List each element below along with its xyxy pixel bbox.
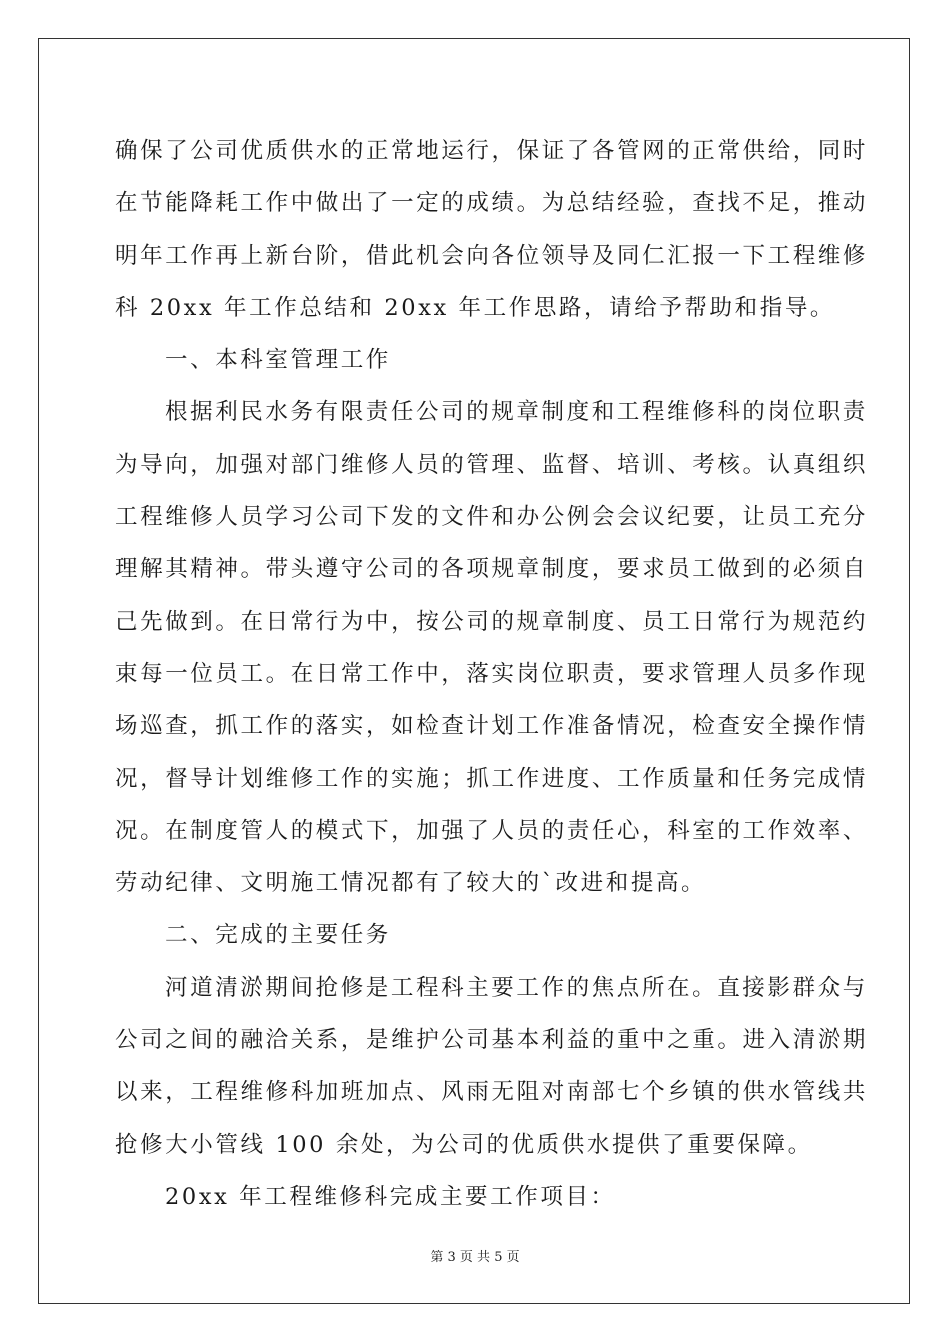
body-line: 科 20xx 年工作总结和 20xx 年工作思路，请给予帮助和指导。: [115, 294, 836, 321]
paragraph-start: 根据利民水务有限责任公司的规章制度和工程维修科的岗位职责: [165, 399, 868, 426]
section-heading: 一、本科室管理工作: [165, 347, 391, 374]
body-line: 抢修大小管线 100 余处，为公司的优质供水提供了重要保障。: [115, 1131, 813, 1158]
body-line: 工程维修人员学习公司下发的文件和办公例会会议纪要，让员工充分: [115, 504, 869, 531]
body-line: 况，督导计划维修工作的实施；抓工作进度、工作质量和任务完成情: [115, 765, 869, 792]
body-line: 理解其精神。带头遵守公司的各项规章制度，要求员工做到的必须自: [115, 556, 869, 583]
paragraph-start: 河道清淤期间抢修是工程科主要工作的焦点所在。直接影群众与: [165, 974, 868, 1001]
paragraph-start: 20xx 年工程维修科完成主要工作项目：: [165, 1183, 616, 1210]
body-line: 况。在制度管人的模式下，加强了人员的责任心，科室的工作效率、: [115, 817, 869, 844]
body-line: 以来，工程维修科加班加点、风雨无阻对南部七个乡镇的供水管线共: [115, 1079, 869, 1106]
body-line: 在节能降耗工作中做出了一定的成绩。为总结经验，查找不足，推动: [115, 190, 869, 217]
body-line: 公司之间的融洽关系，是维护公司基本利益的重中之重。进入清淤期: [115, 1027, 869, 1054]
body-line: 场巡查，抓工作的落实，如检查计划工作准备情况，检查安全操作情: [115, 713, 869, 740]
body-line: 劳动纪律、文明施工情况都有了较大的`改进和提高。: [115, 870, 707, 897]
page-number-footer: 第 3 页 共 5 页: [430, 1250, 520, 1265]
body-line: 己先做到。在日常行为中，按公司的规章制度、员工日常行为规范约: [115, 608, 869, 635]
body-line: 为导向，加强对部门维修人员的管理、监督、培训、考核。认真组织: [115, 451, 869, 478]
body-line: 确保了公司优质供水的正常地运行，保证了各管网的正常供给，同时: [115, 138, 869, 164]
body-line: 束每一位员工。在日常工作中，落实岗位职责，要求管理人员多作现: [115, 660, 869, 687]
section-heading: 二、完成的主要任务: [165, 922, 391, 949]
body-line: 明年工作再上新台阶，借此机会向各位领导及同仁汇报一下工程维修: [115, 242, 869, 269]
document-body: [115, 125, 869, 1223]
